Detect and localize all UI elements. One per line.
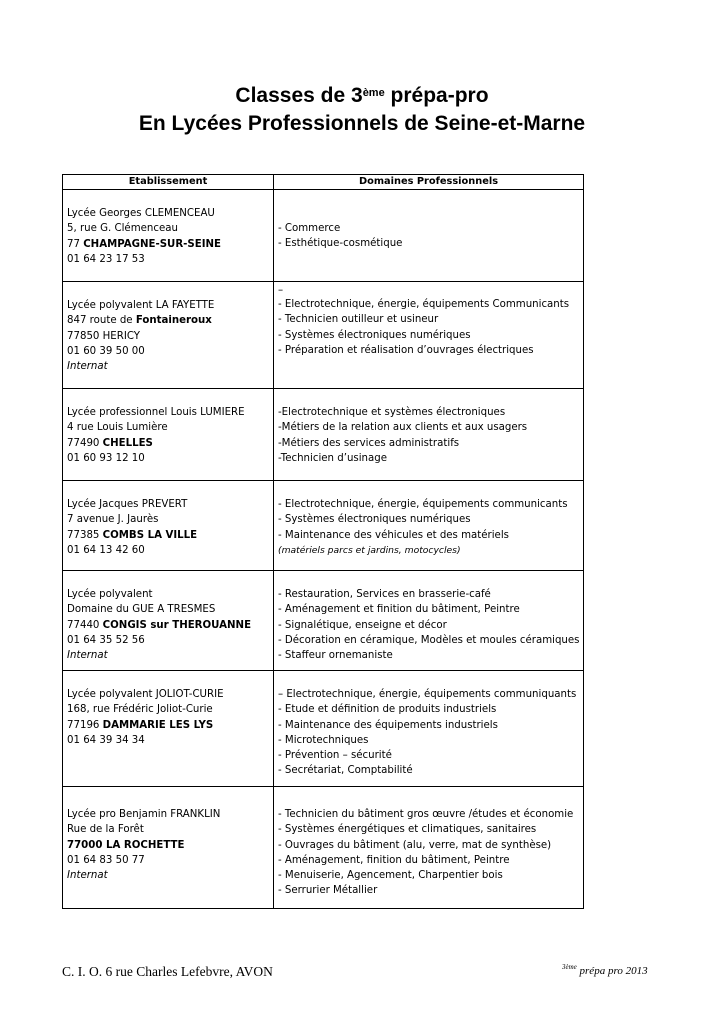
table-row	[63, 282, 584, 389]
footer-edition	[562, 965, 648, 977]
school-phone: 01 60 39 50 00	[67, 345, 145, 357]
school-phone: 01 60 93 12 10	[67, 452, 145, 464]
domains-cell	[274, 787, 584, 909]
school-note: Internat	[67, 361, 108, 373]
schools-table	[62, 174, 584, 909]
domains-cell	[274, 389, 584, 481]
city-code: 77	[67, 238, 84, 250]
city-name: COMBS LA VILLE	[102, 529, 198, 541]
table-row	[63, 571, 584, 671]
school-city	[67, 237, 269, 252]
school-phone: 01 64 23 17 53	[67, 253, 145, 265]
school-cell	[63, 190, 274, 282]
page-title	[0, 82, 724, 138]
domain-item: - Maintenance des équipements industriels	[278, 719, 498, 731]
school-cell	[63, 481, 274, 571]
school-name: Lycée pro Benjamin FRANKLIN	[67, 809, 221, 820]
school-cell	[63, 787, 274, 909]
school-city	[67, 718, 269, 733]
title-line-1	[0, 82, 724, 110]
domain-item: - Commerce	[278, 223, 341, 234]
domain-item: -Technicien d’usinage	[278, 452, 387, 464]
table-row	[63, 481, 584, 571]
footer-address: C. I. O. 6 rue Charles Lefebvre, AVON	[62, 964, 273, 979]
school-address: 4 rue Louis Lumière	[67, 422, 168, 434]
table-header-row	[63, 175, 584, 190]
domains-cell	[274, 571, 584, 671]
school-address: Rue de la Forêt	[67, 824, 144, 836]
school-phone: 01 64 13 42 60	[67, 544, 145, 556]
footer-edition-text: prépa pro 2013	[576, 965, 648, 977]
domain-item: - Ouvrages du bâtiment (alu, verre, mat de synthèse)	[278, 839, 552, 851]
header-domaines: Domaines Professionnels	[274, 175, 584, 190]
domain-dash: –	[278, 285, 284, 296]
domain-item: - Systèmes électroniques numériques	[278, 514, 471, 526]
title-line-1-suffix: prépa-pro	[384, 84, 489, 107]
domain-item: - Technicien du bâtiment gros œuvre /études et économie	[278, 809, 574, 820]
school-name: Lycée professionnel Louis LUMIERE	[67, 407, 245, 418]
school-cell	[63, 671, 274, 787]
school-address	[67, 313, 269, 328]
domain-item: - Staffeur ornemaniste	[278, 650, 393, 662]
title-line-2: En Lycées Professionnels de Seine-et-Marne	[138, 112, 586, 135]
address-prefix: 847 route de	[67, 315, 136, 327]
domain-item: - Serrurier Métallier	[278, 885, 378, 897]
domain-item: - Esthétique-cosmétique	[278, 238, 403, 250]
domain-item: - Electrotechnique, énergie, équipements communicants	[278, 499, 568, 510]
city-name: CONGIS sur THEROUANNE	[102, 619, 252, 631]
domain-item: - Maintenance des véhicules et des matériels	[278, 529, 509, 541]
school-address: 7 avenue J. Jaurès	[67, 514, 159, 526]
school-city: 77000 LA ROCHETTE	[67, 839, 185, 851]
domain-item: - Systèmes énergétiques et climatiques, sanitaires	[278, 824, 537, 836]
domain-note: (matériels parcs et jardins, motocycles)	[278, 544, 461, 556]
city-name: DAMMARIE LES LYS	[102, 719, 214, 731]
school-phone: 01 64 83 50 77	[67, 854, 145, 866]
school-phone: 01 64 35 52 56	[67, 634, 145, 646]
domain-item: -Métiers de la relation aux clients et aux usagers	[278, 422, 528, 434]
school-name: Lycée polyvalent LA FAYETTE	[67, 300, 215, 311]
city-name: CHELLES	[102, 437, 153, 449]
domain-item: - Microtechniques	[278, 734, 369, 746]
domain-item: - Décoration en céramique, Modèles et moules céramiques	[278, 634, 580, 646]
domain-item: -Métiers des services administratifs	[278, 437, 460, 449]
school-name: Lycée Jacques PREVERT	[67, 499, 188, 510]
school-cell	[63, 389, 274, 481]
city-code: 77440	[67, 619, 103, 631]
domain-item: - Etude et définition de produits industriels	[278, 704, 497, 716]
domain-item: - Systèmes électroniques numériques	[278, 329, 471, 341]
city-code: 77196	[67, 719, 103, 731]
domain-item: - Aménagement, finition du bâtiment, Peintre	[278, 854, 510, 866]
school-cell	[63, 282, 274, 389]
school-cell	[63, 571, 274, 671]
address-bold: Fontaineroux	[135, 315, 212, 327]
domain-item: - Aménagement et finition du bâtiment, Peintre	[278, 604, 520, 616]
domain-item: - Menuiserie, Agencement, Charpentier bois	[278, 870, 503, 882]
school-address: 168, rue Frédéric Joliot-Curie	[67, 704, 213, 716]
domains-cell	[274, 282, 584, 389]
domain-item: - Electrotechnique, énergie, équipements Communicants	[278, 299, 570, 310]
domain-item: - Secrétariat, Comptabilité	[278, 765, 413, 777]
domains-cell	[274, 190, 584, 282]
school-city	[67, 528, 269, 543]
school-note: Internat	[67, 870, 108, 882]
domains-cell	[274, 671, 584, 787]
school-city	[67, 618, 269, 633]
domain-item: -Electrotechnique et systèmes électroniques	[278, 407, 506, 418]
school-name: Lycée polyvalent	[67, 589, 153, 600]
school-address: 5, rue G. Clémenceau	[67, 223, 178, 235]
table-row	[63, 787, 584, 909]
table-row	[63, 389, 584, 481]
title-line-1-text: Classes de 3	[235, 84, 363, 107]
city-name: CHAMPAGNE-SUR-SEINE	[83, 238, 221, 250]
header-etablissement: Etablissement	[63, 175, 274, 190]
domain-item: – Electrotechnique, énergie, équipements communiquants	[278, 689, 577, 700]
school-note: Internat	[67, 650, 108, 662]
domain-item: - Technicien outilleur et usineur	[278, 314, 439, 326]
city-code: 77490	[67, 437, 103, 449]
domain-item: - Préparation et réalisation d’ouvrages électriques	[278, 344, 534, 356]
domain-item: - Restauration, Services en brasserie-café	[278, 589, 491, 600]
school-name: Lycée polyvalent JOLIOT-CURIE	[67, 689, 224, 700]
table-row	[63, 671, 584, 787]
domains-cell	[274, 481, 584, 571]
school-address: Domaine du GUE A TRESMES	[67, 604, 216, 616]
school-city	[67, 436, 269, 451]
city-code: 77385	[67, 529, 103, 541]
table-row	[63, 190, 584, 282]
school-name: Lycée Georges CLEMENCEAU	[67, 208, 215, 219]
domain-item: - Signalétique, enseigne et décor	[278, 619, 447, 631]
title-superscript: ème	[362, 87, 385, 99]
school-city: 77850 HERICY	[67, 330, 140, 342]
school-phone: 01 64 39 34 34	[67, 734, 145, 746]
domain-item: - Prévention – sécurité	[278, 750, 392, 762]
footer-edition-sup: 3ème	[562, 963, 577, 971]
